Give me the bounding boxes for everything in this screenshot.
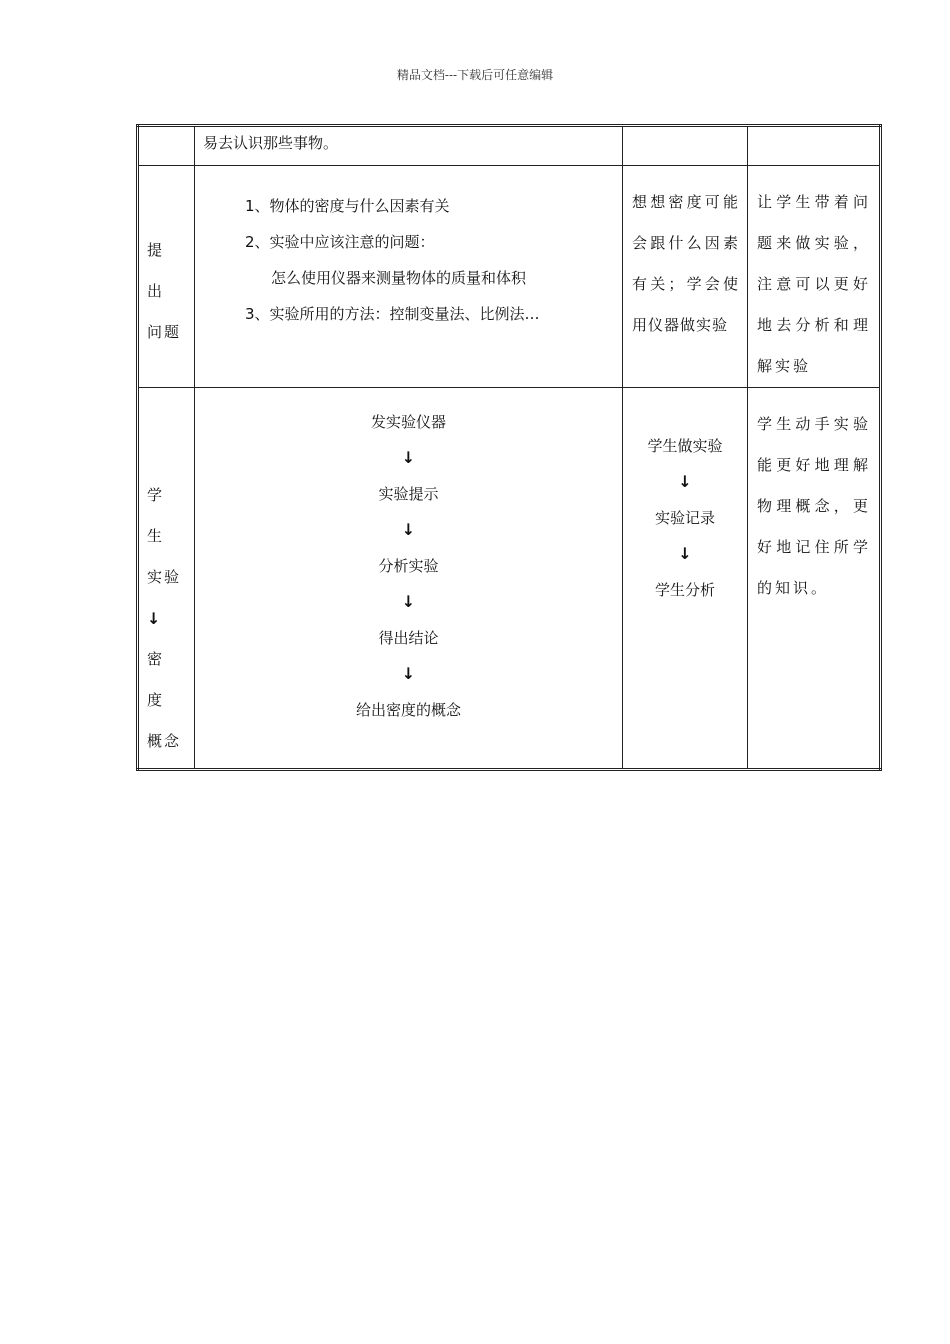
down-arrow-icon: ↓: [401, 664, 416, 683]
table-cell-design-intent: [748, 388, 881, 770]
table-row: [138, 388, 881, 770]
table-row: [138, 126, 881, 166]
row-label: 实验: [147, 568, 182, 586]
cell-text: 易去认识那些事物。: [203, 134, 339, 152]
flow-step: 得出结论: [378, 629, 439, 647]
row-label: 学 生: [147, 486, 165, 545]
row-label: 提 出: [147, 241, 165, 300]
flow-step: 分析实验: [378, 557, 439, 575]
table-cell-student-activity: [623, 126, 748, 166]
lesson-plan-table: [136, 124, 882, 771]
row-label: 概念: [147, 732, 182, 750]
cell-text: 想想密度可能会跟什么因素有关；学会使用仪器做实验: [632, 193, 739, 334]
page-header: 精品文档---下载后可任意编辑: [396, 68, 554, 82]
list-item: 2、实验中应该注意的问题：: [245, 233, 435, 251]
down-arrow-icon: ↓: [401, 592, 416, 611]
down-arrow-icon: ↓: [678, 544, 692, 563]
table-cell-label: [138, 166, 195, 388]
flow-step: 给出密度的概念: [355, 701, 461, 719]
table-cell-content: [195, 126, 623, 166]
table-cell-content: [195, 388, 623, 770]
table-row: [138, 166, 881, 388]
table-cell-label: [138, 388, 195, 770]
experiment-flow: [195, 388, 622, 728]
list-item: 1、物体的密度与什么因素有关: [245, 197, 450, 215]
flow-step: 实验提示: [378, 485, 439, 503]
down-arrow-icon: ↓: [401, 520, 416, 539]
table-cell-design-intent: [748, 166, 881, 388]
down-arrow-icon: ↓: [678, 472, 692, 491]
cell-text: 学生动手实验能更好地理解物理概念，更好地记住所学的知识。: [757, 415, 871, 597]
student-flow: [623, 388, 747, 608]
table-cell-design-intent: [748, 126, 881, 166]
flow-step: 发实验仪器: [370, 413, 446, 431]
down-arrow-icon: ↓: [401, 448, 416, 467]
table-cell-label: [138, 126, 195, 166]
down-arrow-icon: ↓: [147, 609, 163, 628]
row-label: 密 度: [147, 650, 165, 709]
question-list: [195, 166, 622, 332]
flow-step: 实验记录: [654, 509, 715, 527]
row-label: 问题: [147, 323, 182, 341]
list-item: 怎么使用仪器来测量物体的质量和体积: [271, 269, 527, 287]
flow-step: 学生做实验: [647, 437, 723, 455]
cell-text: 让学生带着问题来做实验，注意可以更好地去分析和理解实验: [757, 193, 871, 375]
list-item: 3、实验所用的方法：控制变量法、比例法…: [245, 305, 540, 323]
table-cell-student-activity: [623, 166, 748, 388]
table-cell-student-activity: [623, 388, 748, 770]
flow-step: 学生分析: [654, 581, 715, 599]
table-cell-content: [195, 166, 623, 388]
